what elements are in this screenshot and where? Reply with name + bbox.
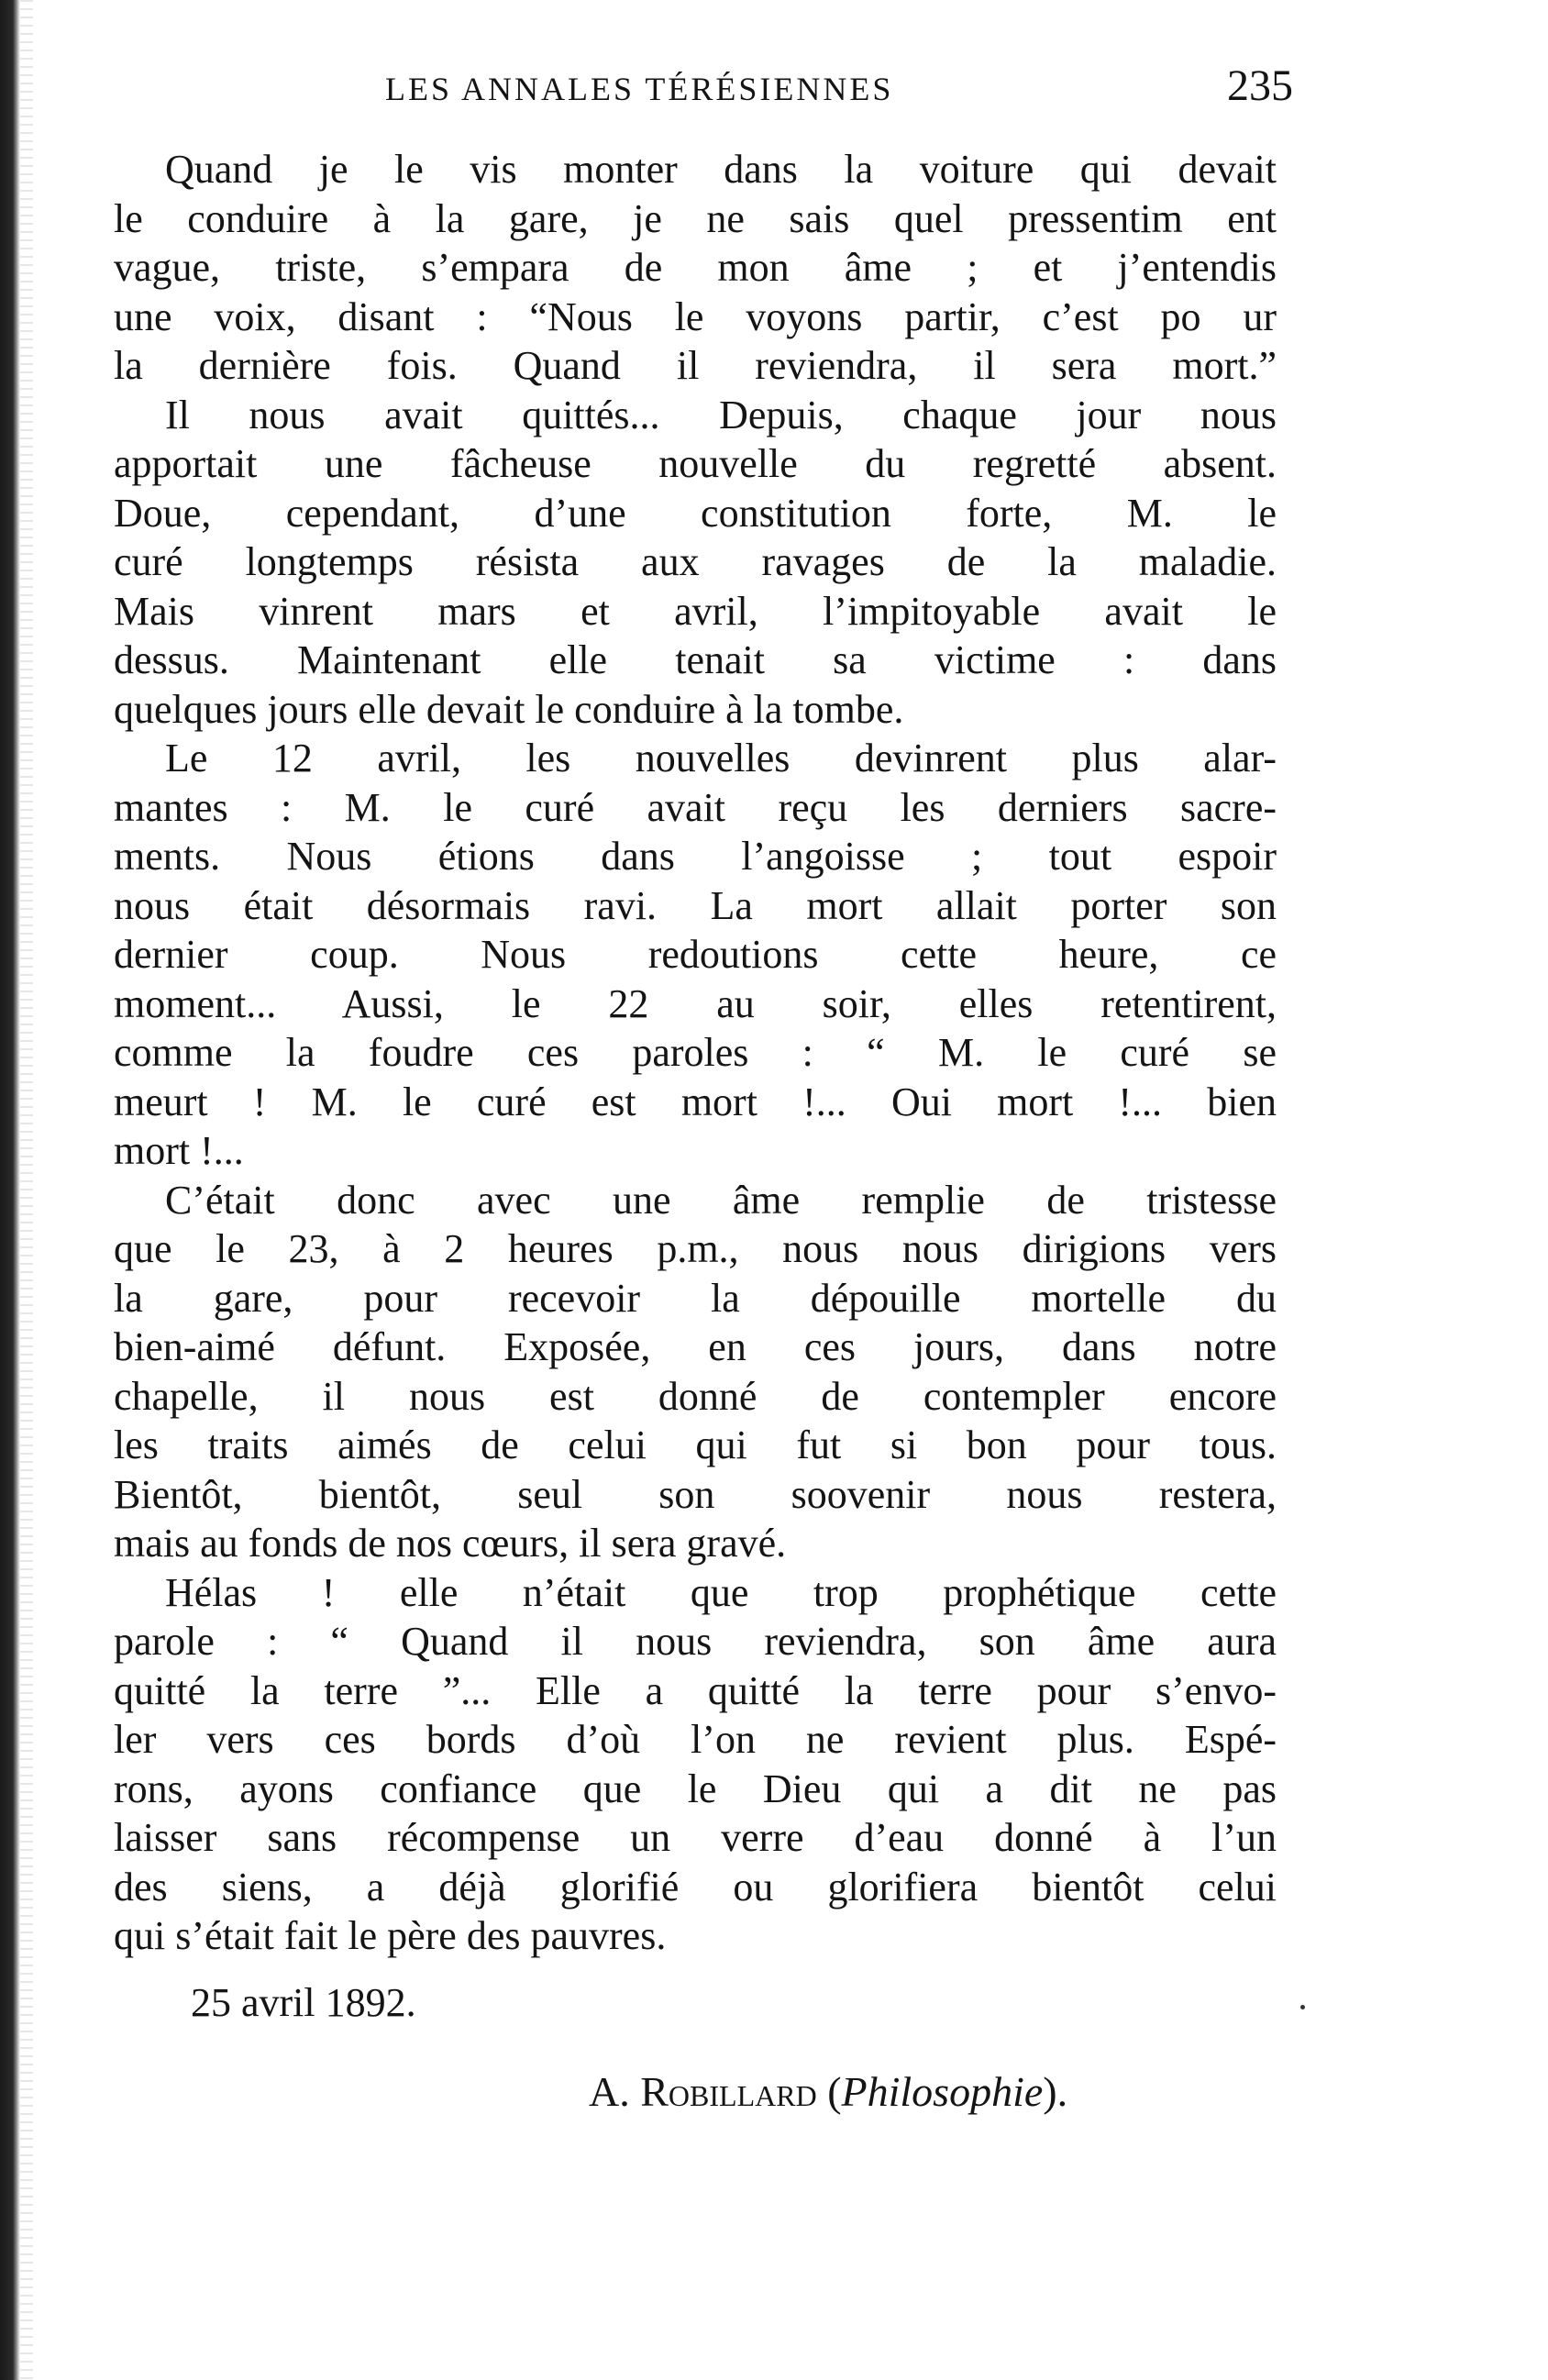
body-line: vague, triste, s’empara de mon âme ; et j’entendis: [114, 245, 1277, 290]
body-line: Le 12 avril, les nouvelles devinrent plus alar-: [165, 736, 1277, 780]
body-line: mantes : M. le curé avait reçu les derniers sacre-: [114, 784, 1277, 830]
body-line: chapelle, il nous est donné de contempler encore: [114, 1373, 1277, 1419]
body-line: curé longtemps résista aux ravages de la maladie.: [114, 539, 1277, 584]
signature-name: Robillard: [640, 2068, 817, 2115]
body-line: des siens, a déjà glorifié ou glorifiera bientôt celui: [114, 1864, 1277, 1910]
running-header: [385, 61, 1293, 116]
body-text: [114, 145, 1277, 1961]
body-line: quitté la terre ”... Elle a quitté la terre pour s’envo-: [114, 1667, 1277, 1713]
body-line: meurt ! M. le curé est mort !... Oui mort !... bien: [114, 1079, 1277, 1124]
body-line: ler vers ces bords d’où l’on ne revient plus. Espé-: [114, 1717, 1277, 1762]
body-line: Hélas ! elle n’était que trop prophétique cette: [165, 1569, 1277, 1615]
body-line: la gare, pour recevoir la dépouille mortelle du: [114, 1275, 1277, 1321]
body-line: le conduire à la gare, je ne sais quel pressentim ent: [114, 195, 1277, 241]
body-line: que le 23, à 2 heures p.m., nous nous dirigions vers: [114, 1226, 1277, 1271]
body-line: comme la foudre ces paroles : “ M. le curé se: [114, 1030, 1277, 1075]
body-line: mort !...: [114, 1128, 244, 1173]
body-line: qui s’était fait le père des pauvres.: [114, 1913, 667, 1958]
author-signature: [589, 2067, 1067, 2116]
body-line: nous était désormais ravi. La mort allait porter son: [114, 882, 1277, 928]
body-line: bien-aimé défunt. Exposée, en ces jours, dans notre: [114, 1324, 1277, 1369]
body-line: une voix, disant : “Nous le voyons partir, c’est po ur: [114, 293, 1277, 339]
running-title: LES ANNALES TÉRÉSIENNES: [385, 71, 894, 107]
body-line: mais au fonds de nos cœurs, il sera gravé.: [114, 1521, 787, 1566]
body-line: les traits aimés de celui qui fut si bon pour tous.: [114, 1422, 1277, 1467]
signature-section: Philosophie: [841, 2068, 1044, 2115]
body-line: parole : “ Quand il nous reviendra, son âme aura: [114, 1619, 1277, 1664]
signature-initial: A.: [589, 2068, 641, 2115]
body-line: ments. Nous étions dans l’angoisse ; tout espoir: [114, 834, 1277, 879]
page-number: 235: [1227, 61, 1293, 110]
body-line: dessus. Maintenant elle tenait sa victime : dans: [114, 637, 1277, 682]
body-line: quelques jours elle devait le conduire à la tombe.: [114, 686, 904, 732]
signature-paren-close: ).: [1043, 2068, 1068, 2115]
body-line: Quand je le vis monter dans la voiture qui devait: [165, 147, 1277, 192]
body-line: Il nous avait quittés... Depuis, chaque jour nous: [165, 392, 1277, 437]
body-line: C’était donc avec une âme remplie de tristesse: [165, 1177, 1277, 1223]
stray-ink-dot: [1300, 2005, 1305, 2009]
body-line: laisser sans récompense un verre d’eau donné à l’un: [114, 1815, 1277, 1860]
body-line: rons, ayons confiance que le Dieu qui a dit ne pas: [114, 1766, 1277, 1811]
body-line: apportait une fâcheuse nouvelle du regretté absent.: [114, 441, 1277, 486]
body-line: Mais vinrent mars et avril, l’impitoyable avait le: [114, 588, 1277, 634]
body-line: Bientôt, bientôt, seul son soovenir nous restera,: [114, 1471, 1277, 1517]
page-binding-shadow: [20, 0, 33, 2380]
body-line: moment... Aussi, le 22 au soir, elles retentirent,: [114, 980, 1277, 1026]
signature-paren-open: (: [816, 2068, 842, 2115]
body-line: dernier coup. Nous redoutions cette heure, ce: [114, 932, 1277, 977]
body-line: la dernière fois. Quand il reviendra, il sera mort.”: [114, 343, 1277, 388]
closing-date: 25 avril 1892.: [191, 1980, 416, 2025]
body-line: Doue, cependant, d’une constitution forte, M. le: [114, 490, 1277, 536]
page-binding-edge: [0, 0, 20, 2380]
